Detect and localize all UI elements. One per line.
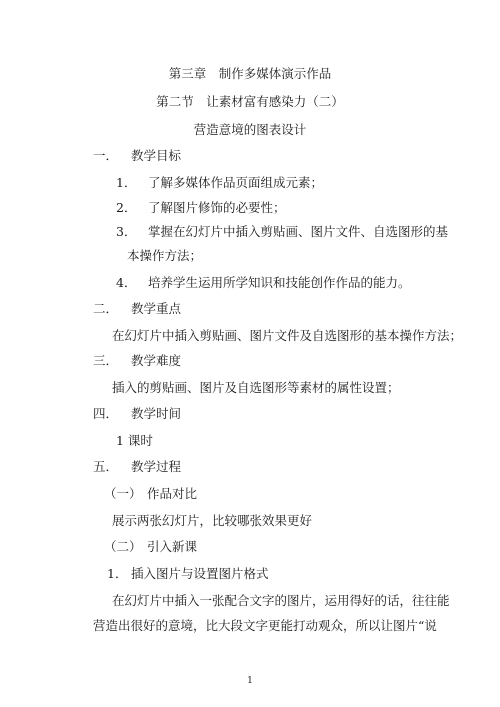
s1-item1-number: 1． xyxy=(116,175,137,190)
s5-number: 五． xyxy=(93,459,119,474)
s5-item1-number: 1． xyxy=(107,566,128,581)
s2-heading: 教学重点 xyxy=(131,301,182,316)
s3-body: 插入的剪贴画、图片及自选图形等素材的属性设置； xyxy=(112,380,400,395)
topic-title: 营造意境的图表设计 xyxy=(193,122,307,137)
s1-item4-number: 4． xyxy=(116,275,137,290)
s5-sub2-number: （二） xyxy=(104,539,142,554)
s2-number: 二． xyxy=(93,301,119,316)
chapter-title: 第三章 制作多媒体演示作品 xyxy=(168,66,332,81)
section-title: 第二节 让素材富有感染力（二） xyxy=(156,94,344,109)
s1-item2-text: 了解图片修饰的必要性； xyxy=(148,200,286,215)
s1-item3-continuation: 本操作方法； xyxy=(127,248,203,263)
s3-heading: 教学难度 xyxy=(131,353,182,368)
s5-paragraph-line2: 营造出很好的意境，比大段文字更能打动观众，所以让图片“说 xyxy=(93,618,437,633)
s5-sub1-number: （一） xyxy=(104,486,142,501)
s5-sub1-heading: 作品对比 xyxy=(147,486,198,501)
s1-item3-text: 掌握在幻灯片中插入剪贴画、图片文件、自选图形的基 xyxy=(148,224,449,239)
s5-sub1-body: 展示两张幻灯片，比较哪张效果更好 xyxy=(112,513,313,528)
s5-sub2-heading: 引入新课 xyxy=(147,539,198,554)
s4-body: 1 课时 xyxy=(116,433,153,448)
s5-heading: 教学过程 xyxy=(131,459,182,474)
s2-body: 在幻灯片中插入剪贴画、图片文件及自选图形的基本操作方法； xyxy=(112,328,463,343)
s1-item3-number: 3． xyxy=(116,224,137,239)
s5-item1-heading: 插入图片与设置图片格式 xyxy=(131,566,269,581)
s1-item1-text: 了解多媒体作品页面组成元素； xyxy=(148,175,324,190)
s4-number: 四． xyxy=(93,406,119,421)
page-number: 1 xyxy=(247,676,253,686)
s1-item4-text: 培养学生运用所学知识和技能创作作品的能力。 xyxy=(148,275,411,290)
s1-heading: 教学目标 xyxy=(131,148,182,163)
s1-item2-number: 2． xyxy=(116,200,137,215)
s1-number: 一． xyxy=(93,148,119,163)
s5-paragraph-line1: 在幻灯片中插入一张配合文字的图片，运用得好的话，往往能 xyxy=(112,593,450,608)
s4-heading: 教学时间 xyxy=(131,406,182,421)
s3-number: 三． xyxy=(93,353,119,368)
